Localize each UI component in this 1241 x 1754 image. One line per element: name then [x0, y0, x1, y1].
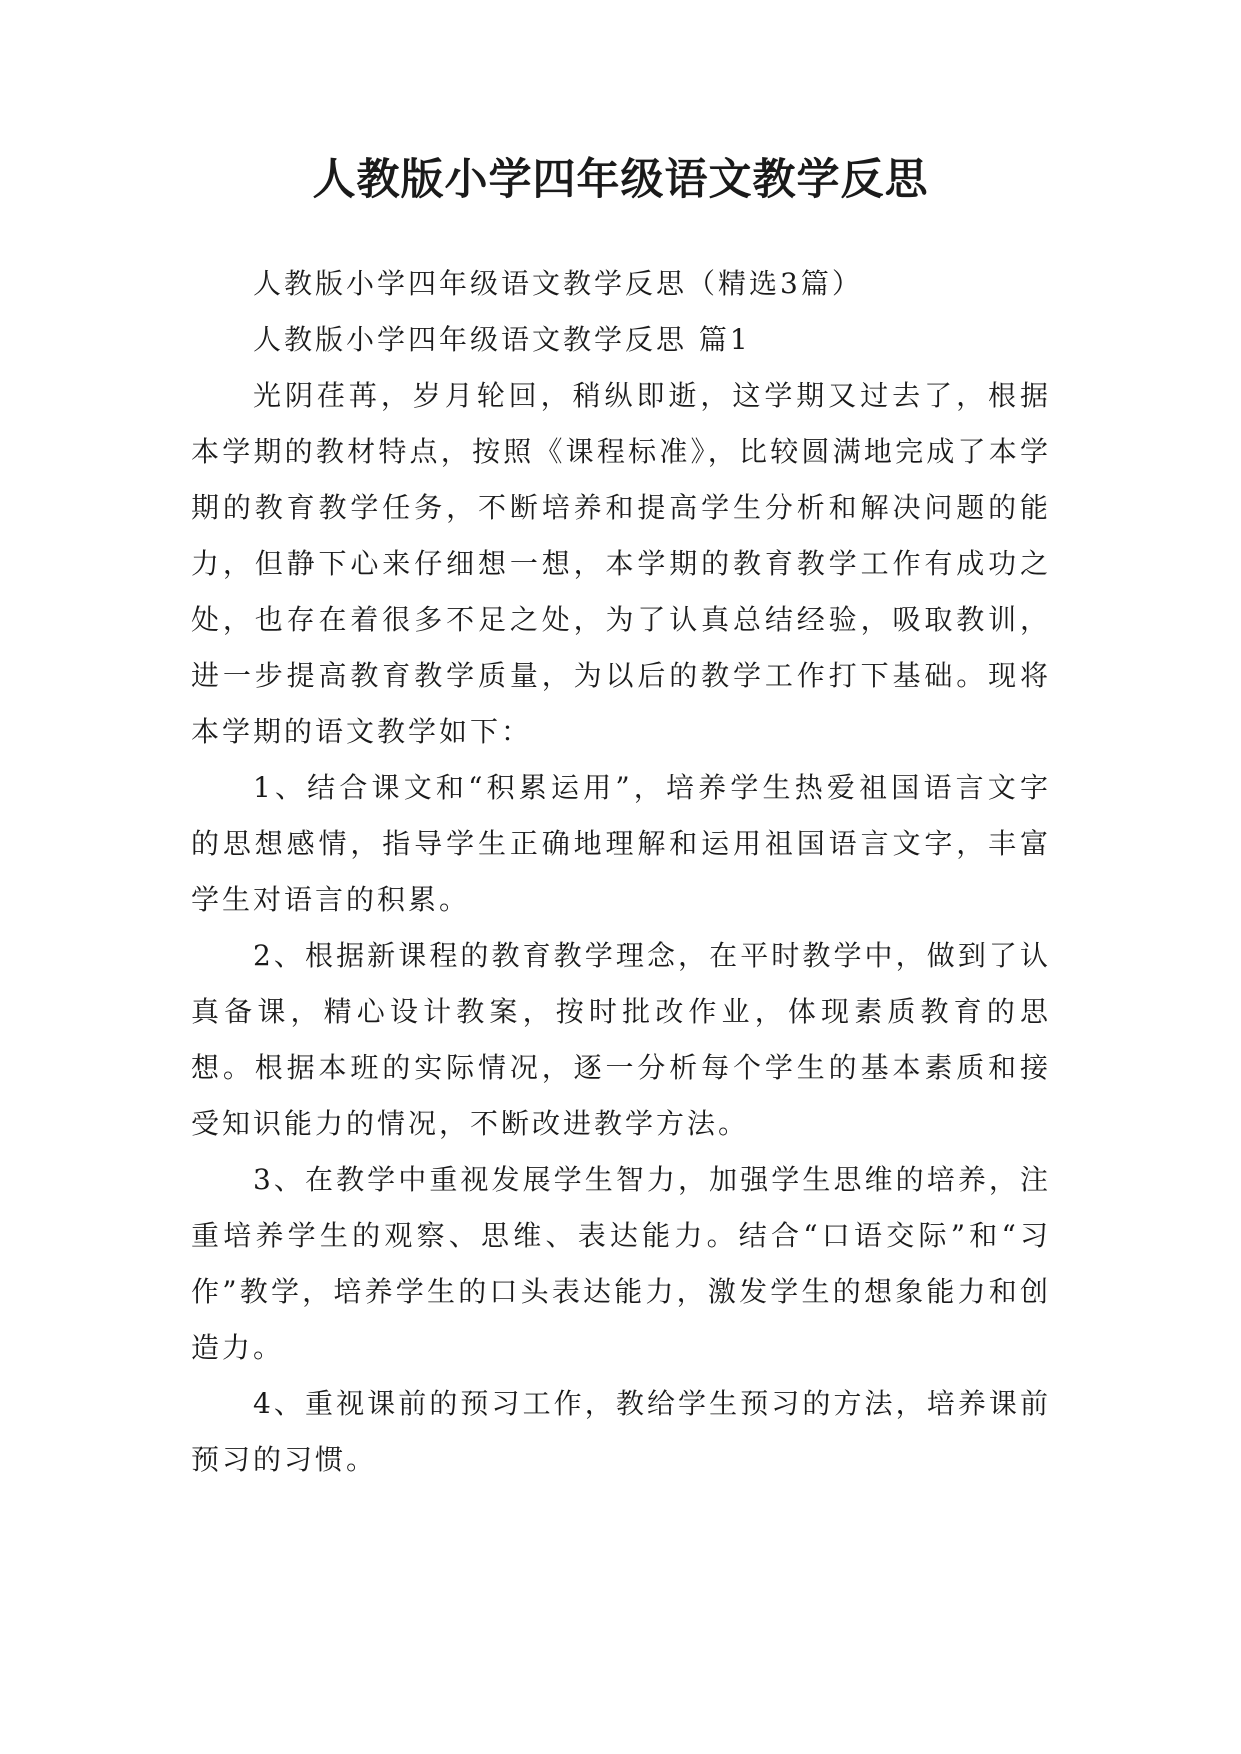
document-body [191, 256, 1051, 1488]
document-title: 人教版小学四年级语文教学反思 [312, 155, 929, 205]
paragraph-intro: 光阴荏苒，岁月轮回，稍纵即逝，这学期又过去了，根据本学期的教材特点，按照《课程标准》，比较圆满地完成了本学期的教育教学任务，不断培养和提高学生分析和解决问题的能力，但静下心来仔细想一想，本学期的教育教学工作有成功之处，也存在着很多不足之处，为了认真总结经验，吸取教训，进一步提高教育教学质量，为以后的教学工作打下基础。现将本学期的语文教学如下： [191, 379, 1051, 748]
paragraph-point-2: 2、根据新课程的教育教学理念，在平时教学中，做到了认真备课，精心设计教案，按时批改作业，体现素质教育的思想。根据本班的实际情况，逐一分析每个学生的基本素质和接受知识能力的情况，不断改进教学方法。 [191, 939, 1051, 1140]
paragraph-point-1: 1、结合课文和“积累运用”，培养学生热爱祖国语言文字的思想感情，指导学生正确地理解和运用祖国语言文字，丰富学生对语言的积累。 [191, 771, 1051, 916]
paragraph-section-heading: 人教版小学四年级语文教学反思 篇1 [253, 323, 751, 356]
paragraph-point-4: 4、重视课前的预习工作，教给学生预习的方法，培养课前预习的习惯。 [191, 1387, 1051, 1476]
paragraph-point-3: 3、在教学中重视发展学生智力，加强学生思维的培养，注重培养学生的观察、思维、表达能力。结合“口语交际”和“习作”教学，培养学生的口头表达能力，激发学生的想象能力和创造力。 [191, 1163, 1051, 1364]
paragraph-subtitle: 人教版小学四年级语文教学反思（精选3篇） [253, 267, 863, 300]
